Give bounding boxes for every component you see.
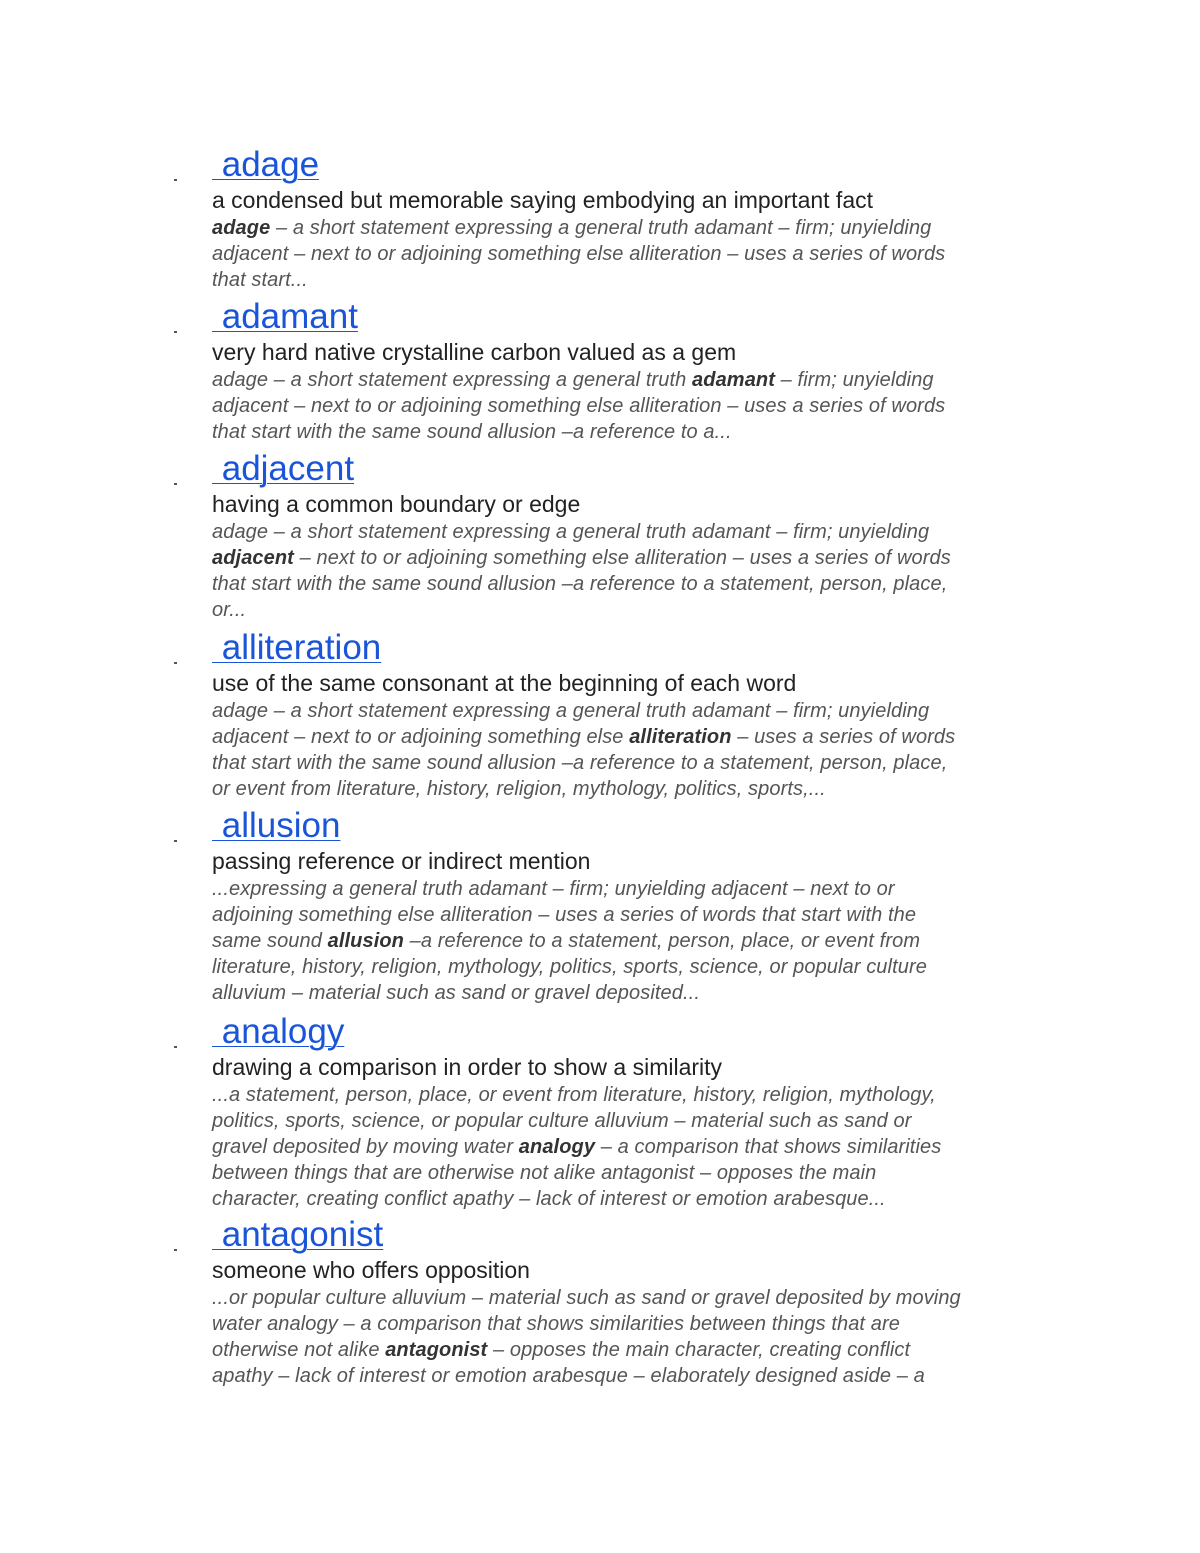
highlighted-term: adage [212,217,271,239]
glossary-entry [212,628,1072,802]
snippet-text: ...expressing a general truth adamant – firm; unyielding adjacent – next to or [212,878,895,900]
context-snippet [212,1082,1072,1212]
context-snippet [212,1285,1072,1389]
term-definition: passing reference or indirect mention [212,848,591,874]
term-definition: drawing a comparison in order to show a similarity [212,1054,723,1080]
snippet-line [212,367,1072,393]
snippet-text: – next to or adjoining something else alliteration – uses a series of words [293,547,951,569]
bullet-marker [174,483,177,485]
snippet-text: – uses a series of words [731,726,956,748]
snippet-text: adjacent – next to or adjoining something else [212,726,630,748]
snippet-text: same sound [212,930,328,952]
snippet-text: otherwise not alike [212,1339,386,1361]
term-link[interactable]: adage [212,145,320,184]
term-definition: a condensed but memorable saying embodying an important fact [212,187,874,213]
snippet-line [212,954,1072,980]
term-definition: having a common boundary or edge [212,491,581,517]
snippet-line [212,419,1072,445]
bullet-marker [174,662,177,664]
snippet-text: or event from literature, history, religion, mythology, politics, sports,... [212,778,826,800]
term-definition: very hard native crystalline carbon valued as a gem [212,339,737,365]
snippet-line [212,902,1072,928]
snippet-line [212,215,1072,241]
glossary-entry [212,145,1072,293]
bullet-marker [174,179,177,181]
snippet-line [212,1082,1072,1108]
snippet-line [212,980,1072,1006]
snippet-line [212,267,1072,293]
glossary-entry [212,1215,1072,1389]
snippet-line [212,1108,1072,1134]
snippet-text: that start with the same sound allusion –a reference to a statement, person, place, [212,573,948,595]
snippet-text: that start with the same sound allusion –a reference to a... [212,421,732,443]
snippet-line [212,1363,1072,1389]
bullet-marker [174,1046,177,1048]
snippet-text: apathy – lack of interest or emotion arabesque – elaborately designed aside – a [212,1365,925,1387]
snippet-line [212,241,1072,267]
snippet-line [212,1311,1072,1337]
snippet-text: gravel deposited by moving water [212,1136,519,1158]
snippet-text: water analogy – a comparison that shows similarities between things that are [212,1313,900,1335]
snippet-text: politics, sports, science, or popular culture alluvium – material such as sand or [212,1110,912,1132]
context-snippet [212,367,1072,445]
snippet-text: alluvium – material such as sand or gravel deposited... [212,982,700,1004]
snippet-text: – a comparison that shows similarities [595,1136,942,1158]
snippet-text: between things that are otherwise not alike antagonist – opposes the main [212,1162,877,1184]
snippet-line [212,776,1072,802]
term-link[interactable]: adamant [212,297,358,336]
context-snippet [212,215,1072,293]
highlighted-term: adjacent [212,547,294,569]
context-snippet [212,876,1072,1006]
snippet-text: literature, history, religion, mythology, politics, sports, science, or popular culture [212,956,927,978]
snippet-line [212,519,1072,545]
snippet-line [212,597,1072,623]
snippet-line [212,545,1072,571]
snippet-line [212,393,1072,419]
snippet-line [212,1160,1072,1186]
snippet-text: adage – a short statement expressing a general truth [212,369,693,391]
snippet-text: ...or popular culture alluvium – material such as sand or gravel deposited by moving [212,1287,961,1309]
snippet-line [212,724,1072,750]
snippet-text: that start... [212,269,308,291]
highlighted-term: alliteration [629,726,732,748]
term-definition: use of the same consonant at the beginning of each word [212,670,797,696]
glossary-entry [212,449,1072,623]
highlighted-term: analogy [518,1136,596,1158]
snippet-text: – opposes the main character, creating conflict [487,1339,911,1361]
snippet-text: –a reference to a statement, person, place, or event from [404,930,921,952]
term-link[interactable]: antagonist [212,1215,384,1254]
snippet-text: adjoining something else alliteration – uses a series of words that start with the [212,904,917,926]
snippet-line [212,1134,1072,1160]
highlighted-term: adamant [692,369,775,391]
snippet-text: adage – a short statement expressing a general truth adamant – firm; unyielding [212,700,930,722]
snippet-line [212,876,1072,902]
context-snippet [212,519,1072,623]
snippet-line [212,928,1072,954]
term-definition: someone who offers opposition [212,1257,530,1283]
term-link[interactable]: allusion [212,806,341,845]
glossary-entry [212,806,1072,1006]
snippet-text: – firm; unyielding [775,369,934,391]
snippet-text: adage – a short statement expressing a general truth adamant – firm; unyielding [212,521,930,543]
snippet-line [212,1186,1072,1212]
snippet-text: – a short statement expressing a general truth adamant – firm; unyielding [270,217,932,239]
snippet-text: that start with the same sound allusion –a reference to a statement, person, place, [212,752,948,774]
context-snippet [212,698,1072,802]
bullet-marker [174,840,177,842]
snippet-text: character, creating conflict apathy – lack of interest or emotion arabesque... [212,1188,886,1210]
term-link[interactable]: alliteration [212,628,382,667]
snippet-text: ...a statement, person, place, or event from literature, history, religion, mythology, [212,1084,936,1106]
highlighted-term: antagonist [385,1339,488,1361]
snippet-text: adjacent – next to or adjoining something else alliteration – uses a series of words [212,243,946,265]
term-link[interactable]: adjacent [212,449,355,488]
snippet-line [212,571,1072,597]
snippet-line [212,1337,1072,1363]
glossary-entry [212,1012,1072,1212]
snippet-line [212,698,1072,724]
snippet-text: or... [212,599,247,621]
highlighted-term: allusion [327,930,404,952]
snippet-line [212,1285,1072,1311]
bullet-marker [174,1249,177,1251]
glossary-entry [212,297,1072,445]
term-link[interactable]: analogy [212,1012,345,1051]
bullet-marker [174,331,177,333]
snippet-line [212,750,1072,776]
snippet-text: adjacent – next to or adjoining something else alliteration – uses a series of words [212,395,946,417]
